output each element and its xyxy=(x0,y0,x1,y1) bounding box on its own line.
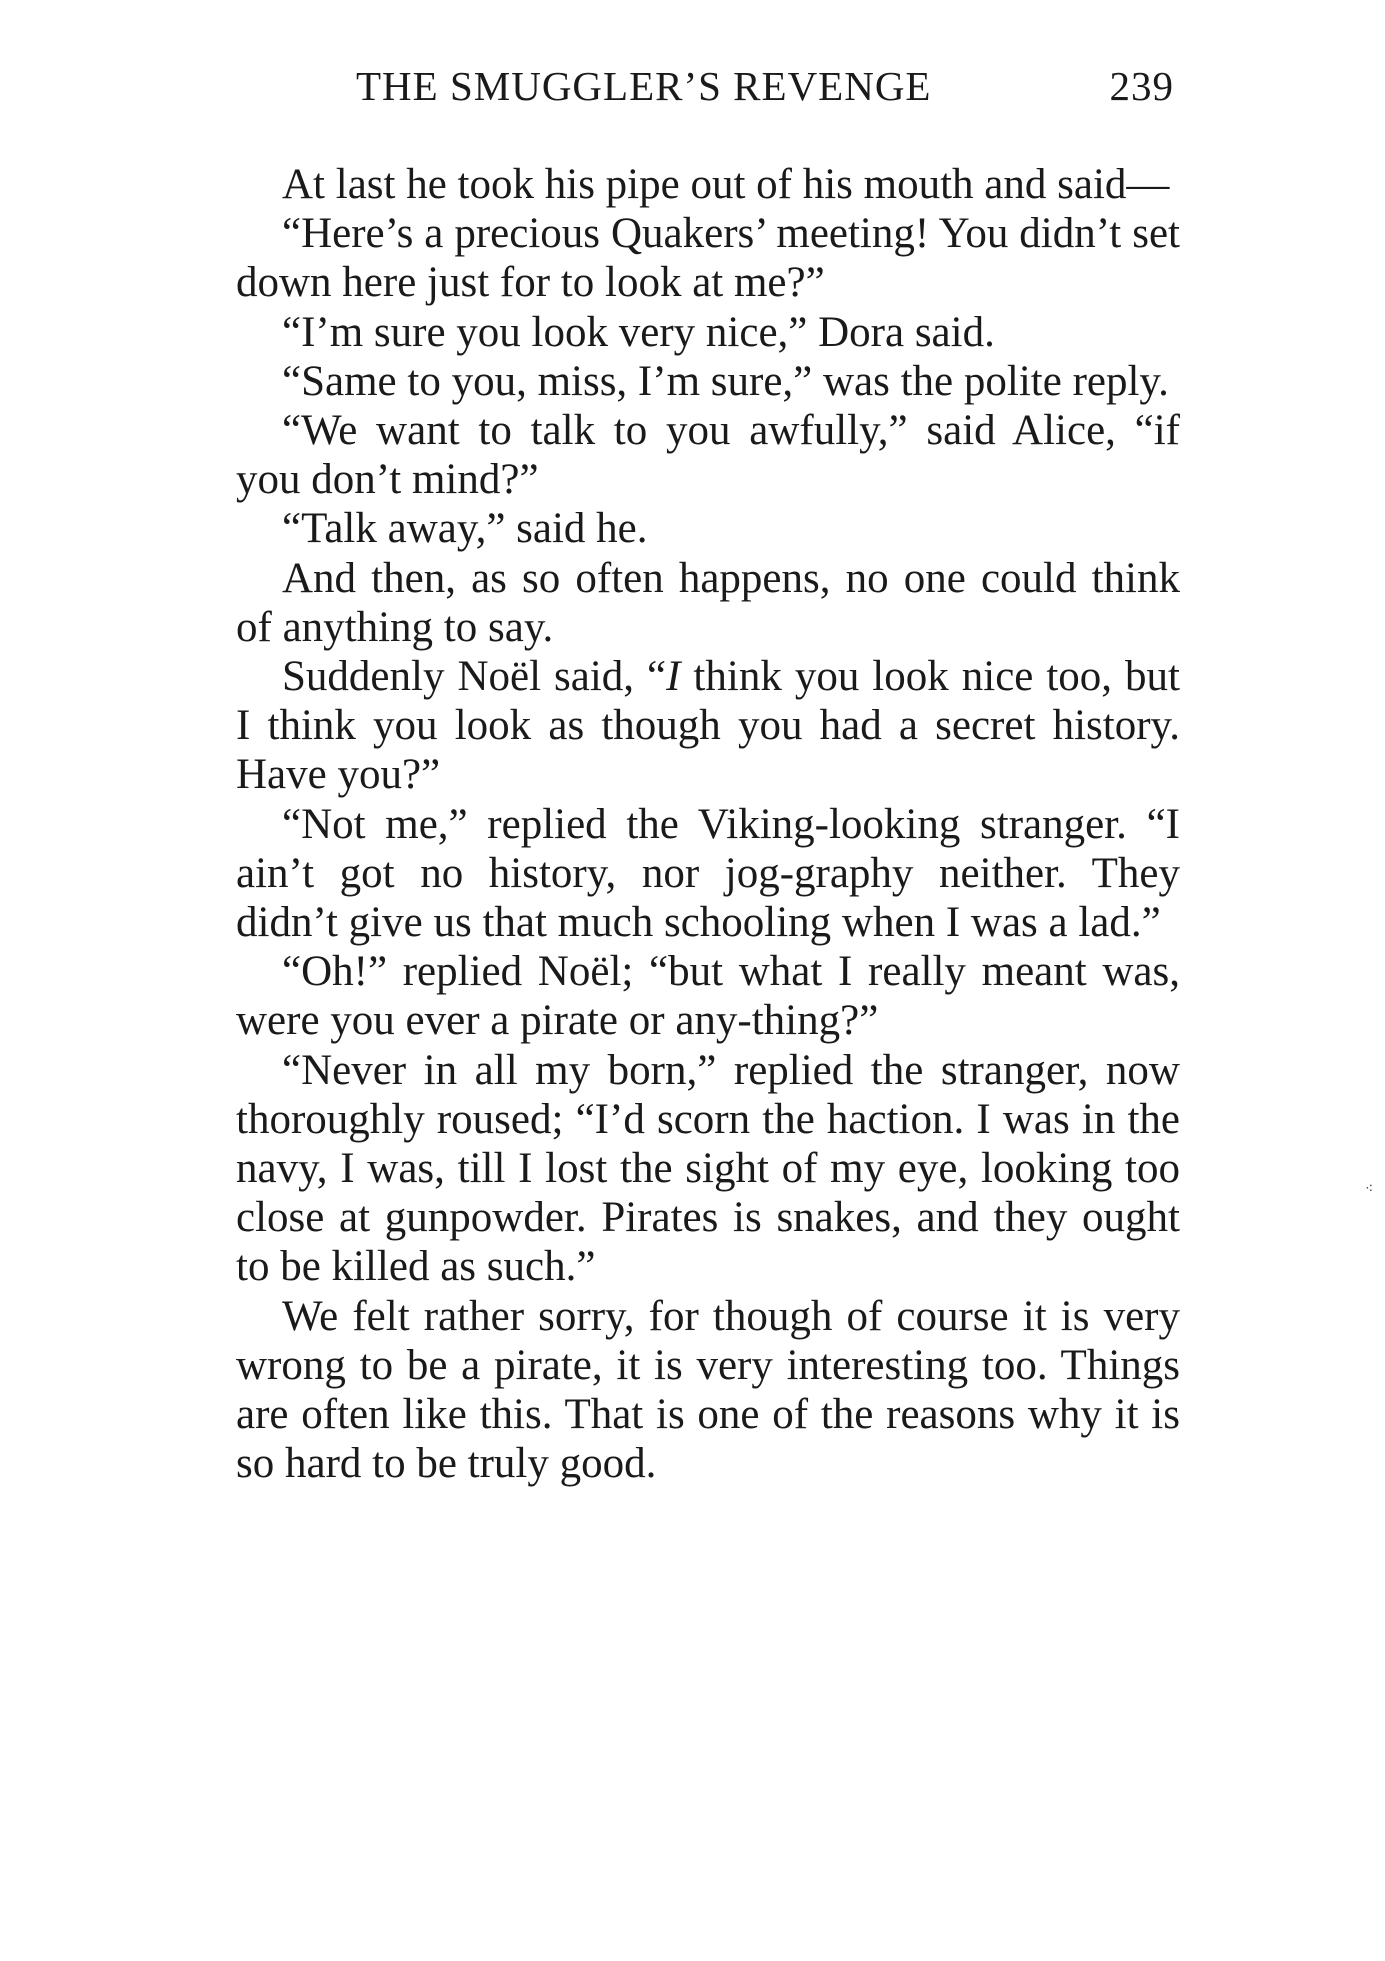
paragraph-4: “Same to you, miss, I’m sure,” was the polite reply. xyxy=(282,357,1169,405)
paragraph-8-italic: I xyxy=(666,653,681,701)
paragraph-8-lead: Suddenly Noël said, “ xyxy=(282,653,667,701)
body-text xyxy=(236,160,1180,1488)
paragraph-6: “Talk away,” said he. xyxy=(282,505,648,553)
paragraph-7: And then, as so often happens, no one could think of anything to say. xyxy=(236,554,1180,651)
paragraph-8-rest: think you look nice too, but I think you look as though you had a secret history. Have you?” xyxy=(236,653,1180,799)
running-head xyxy=(356,62,1174,122)
paragraph-8 xyxy=(236,652,1180,800)
running-title: THE SMUGGLER’S REVENGE xyxy=(356,63,932,109)
paragraph-9: “Not me,” replied the Viking-looking stranger. “I ain’t got no history, nor jog-graphy neither. They didn’t give us that much schooling when I was a lad.” xyxy=(236,800,1180,947)
paragraph-3: “I’m sure you look very nice,” Dora said. xyxy=(282,308,995,356)
paragraph-2: “Here’s a precious Quakers’ meeting! You didn’t set down here just for to look at me?” xyxy=(236,210,1180,307)
paragraph-1: At last he took his pipe out of his mouth and said— xyxy=(282,161,1170,208)
paragraph-12: We felt rather sorry, for though of course it is very wrong to be a pirate, it is very interesting too. Things are often like this. That is one of the reasons why it is so hard to be truly good. xyxy=(236,1292,1180,1488)
paragraph-11: “Never in all my born,” replied the stranger, now thoroughly roused; “I’d scorn the haction. I was in the navy, I was, till I lost the sight of my eye, looking too close at gunpowder. Pirates is snakes, and they ought to be killed as such.” xyxy=(236,1046,1180,1291)
page-number: 239 xyxy=(1109,63,1174,109)
paragraph-5: “We want to talk to you awfully,” said Alice, “if you don’t mind?” xyxy=(236,407,1180,504)
paragraph-10: “Oh!” replied Noël; “but what I really meant was, were you ever a pirate or any-thing?” xyxy=(236,948,1180,1045)
margin-speck-mark: ⁖ xyxy=(1365,1182,1374,1197)
